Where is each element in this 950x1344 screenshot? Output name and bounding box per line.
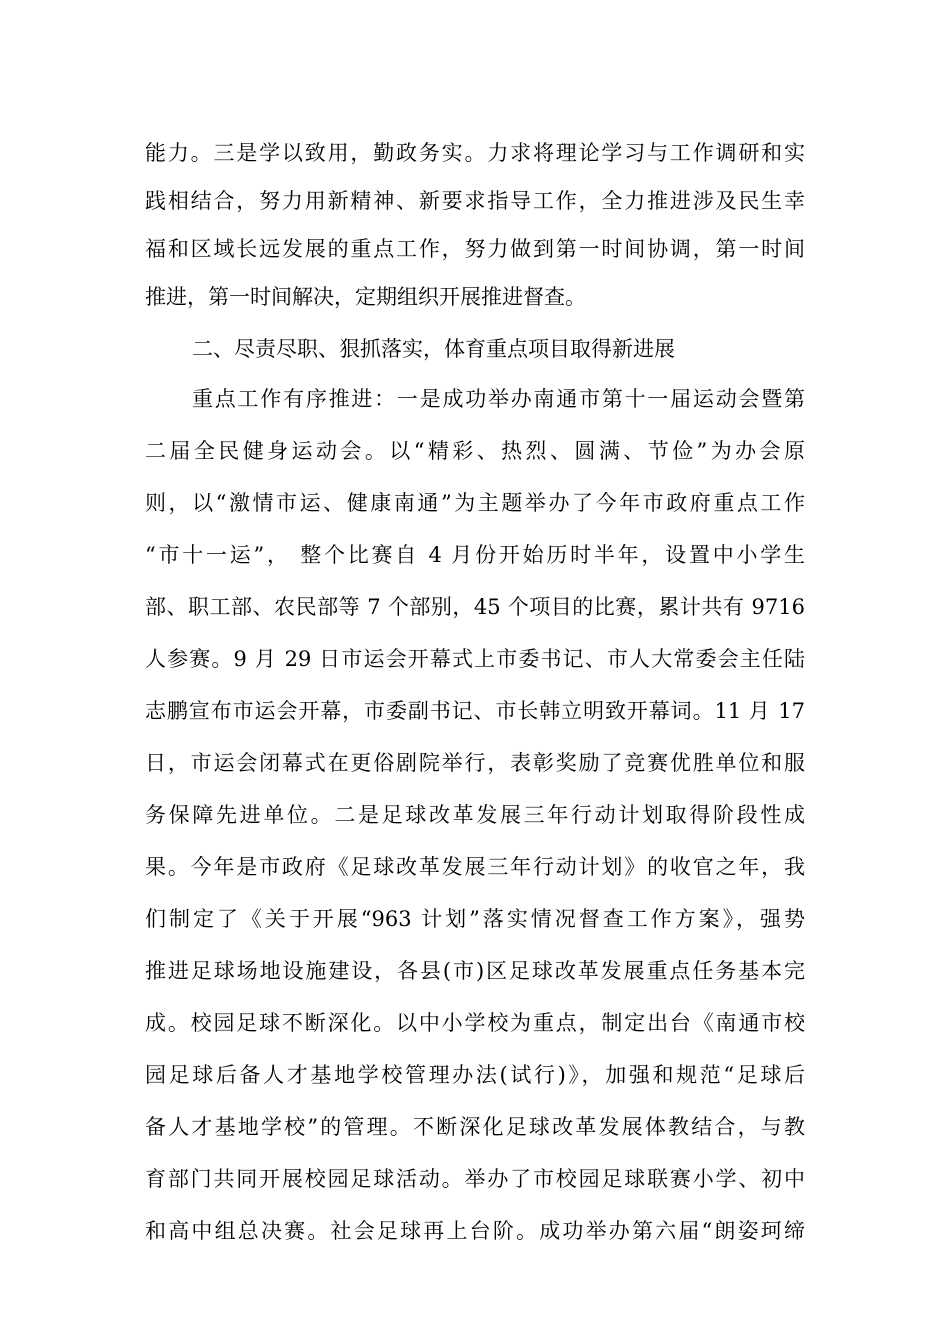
text-line: 践相结合，努力用新精神、新要求指导工作，全力推进涉及民生幸 [145,189,805,213]
text-line: 日，市运会闭幕式在更俗剧院举行，表彰奖励了竞赛优胜单位和服 [145,751,805,775]
text-line: 果。今年是市政府《足球改革发展三年行动计划》的收官之年，我 [145,855,805,879]
text-line: 人参赛。9 月 29 日市运会开幕式上市委书记、市人大常委会主任陆 [145,647,805,671]
text-line: 志鹏宣布市运会开幕，市委副书记、市长韩立明致开幕词。11 月 17 [145,699,805,723]
text-line: 推进，第一时间解决，定期组织开展推进督查。 [145,285,586,309]
text-line: 部、职工部、农民部等 7 个部别，45 个项目的比赛，累计共有 9716 [145,595,805,619]
text-line: 园足球后备人才基地学校管理办法(试行)》，加强和规范“足球后 [145,1063,805,1087]
text-line: 推进足球场地设施建设，各县(市)区足球改革发展重点任务基本完 [145,959,805,983]
text-line: 务保障先进单位。二是足球改革发展三年行动计划取得阶段性成 [145,803,805,827]
section-heading: 二、尽责尽职、狠抓落实，体育重点项目取得新进展 [192,337,675,361]
text-line: 二届全民健身运动会。以“精彩、热烈、圆满、节俭”为办会原 [145,439,805,463]
text-line: 则，以“激情市运、健康南通”为主题举办了今年市政府重点工作 [145,491,805,515]
text-line: “市十一运”， 整个比赛自 4 月份开始历时半年，设置中小学生 [145,543,805,567]
text-line: 成。校园足球不断深化。以中小学校为重点，制定出台《南通市校 [145,1011,805,1035]
text-line: 和高中组总决赛。社会足球再上台阶。成功举办第六届“朗姿珂缔 [145,1219,805,1243]
text-line: 备人才基地学校”的管理。不断深化足球改革发展体教结合，与教 [145,1115,805,1139]
text-line: 们制定了《关于开展“963 计划”落实情况督查工作方案》，强势 [145,907,805,931]
text-line: 福和区域长远发展的重点工作，努力做到第一时间协调，第一时间 [145,237,805,261]
text-line: 重点工作有序推进：一是成功举办南通市第十一届运动会暨第 [192,387,805,411]
text-line: 能力。三是学以致用，勤政务实。力求将理论学习与工作调研和实 [145,141,805,165]
text-line: 育部门共同开展校园足球活动。举办了市校园足球联赛小学、初中 [145,1167,805,1191]
